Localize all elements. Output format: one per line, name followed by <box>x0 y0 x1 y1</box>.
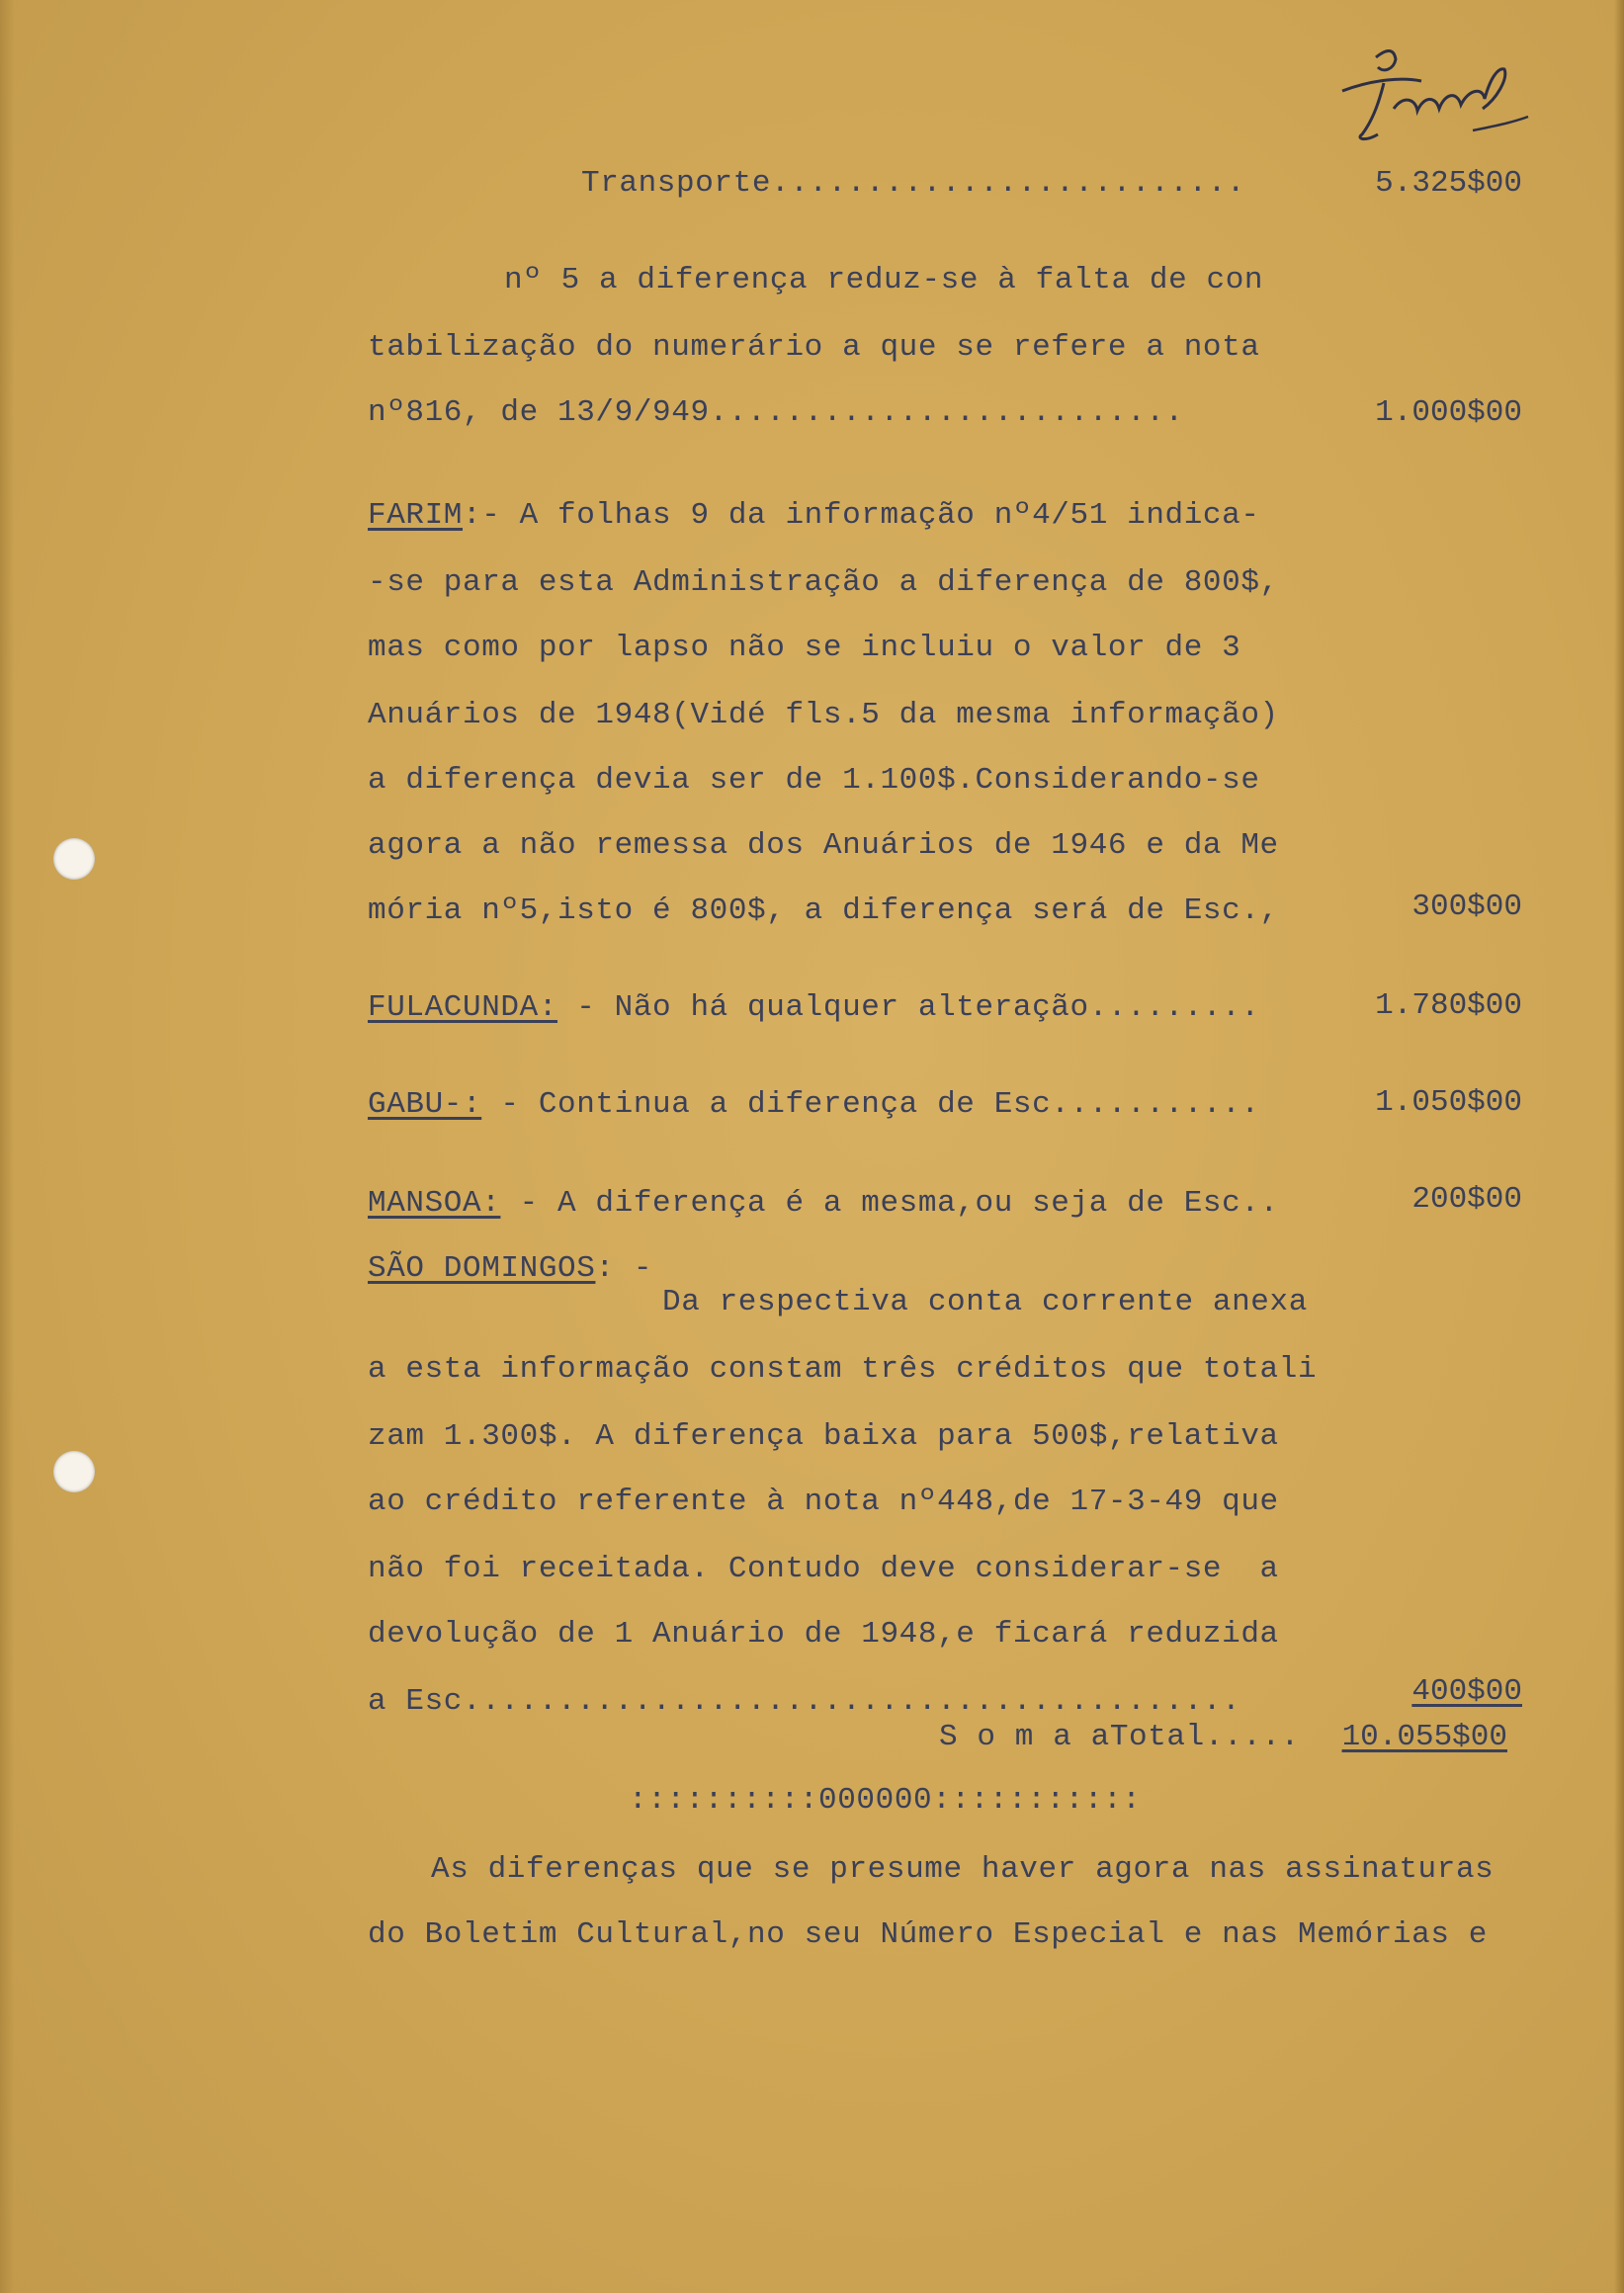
paper-edge-right <box>1614 0 1624 2293</box>
sao-domingos-line-6: devolução de 1 Anuário de 1948,e ficará reduzida <box>368 1617 1279 1652</box>
mansoa-line <box>368 1186 1279 1221</box>
closing-line-2: do Boletim Cultural,no seu Número Especial e nas Memórias e <box>368 1917 1488 1952</box>
transport-label: Transporte......................... <box>581 166 1246 201</box>
sao-domingos-line-2: a esta informação constam três créditos que totali <box>368 1352 1318 1387</box>
total-amount: 10.055$00 <box>1341 1720 1507 1754</box>
transport-amount: 5.325$00 <box>1375 166 1522 201</box>
mansoa-text: - A diferença é a mesma,ou seja de Esc.. <box>500 1186 1279 1221</box>
sao-domingos-line-3: zam 1.300$. A diferença baixa para 500$,relativa <box>368 1419 1279 1454</box>
farim-line-1 <box>368 498 1260 533</box>
sao-domingos-line-1: Da respectiva conta corrente anexa <box>662 1285 1308 1319</box>
separator-line: ::::::::::000000::::::::::: <box>629 1783 1142 1818</box>
gabu-line <box>368 1087 1260 1122</box>
para1-amount: 1.000$00 <box>1375 395 1522 430</box>
sao-domingos-label-rest: : - <box>595 1251 653 1286</box>
closing-line-1: As diferenças que se presume haver agora nas assinaturas <box>431 1852 1495 1887</box>
farim-line-3: mas como por lapso não se incluiu o valor de 3 <box>368 631 1241 665</box>
sao-domingos-line-4: ao crédito referente à nota nº448,de 17-3-49 que <box>368 1485 1279 1519</box>
paper-edge-left <box>0 0 14 2293</box>
farim-line-2: -se para esta Administração a diferença de 800$, <box>368 565 1279 600</box>
para1-line-2: tabilização do numerário a que se refere a nota <box>368 330 1260 365</box>
total-label: S o m a aTotal..... <box>939 1720 1300 1754</box>
mansoa-label: MANSOA: <box>368 1186 501 1221</box>
farim-line-7: mória nº5,isto é 800$, a diferença será de Esc., <box>368 893 1279 928</box>
sao-domingos-line-7: a Esc......................................... <box>368 1684 1241 1719</box>
fulacunda-line <box>368 990 1260 1025</box>
farim-amount: 300$00 <box>1411 890 1522 924</box>
sao-domingos-amount: 400$00 <box>1411 1674 1522 1709</box>
punch-hole-top <box>53 838 95 880</box>
para1-line-3: nº816, de 13/9/949......................... <box>368 395 1184 430</box>
handwritten-signature <box>1334 40 1532 148</box>
sao-domingos-label: SÃO DOMINGOS <box>368 1251 596 1286</box>
gabu-amount: 1.050$00 <box>1375 1085 1522 1120</box>
para1-line-1: nº 5 a diferença reduz-se à falta de con <box>504 263 1264 297</box>
gabu-text: - Continua a diferença de Esc........... <box>481 1087 1260 1122</box>
fulacunda-amount: 1.780$00 <box>1375 988 1522 1023</box>
farim-label: FARIM <box>368 498 464 533</box>
farim-line-6: agora a não remessa dos Anuários de 1946 e da Me <box>368 828 1279 863</box>
farim-line-1-text: :- A folhas 9 da informação nº4/51 indica- <box>463 498 1260 533</box>
gabu-label: GABU-: <box>368 1087 482 1122</box>
farim-line-5: a diferença devia ser de 1.100$.Considerando-se <box>368 763 1260 798</box>
sao-domingos-heading <box>368 1251 652 1286</box>
sao-domingos-line-5: não foi receitada. Contudo deve considerar-se a <box>368 1552 1279 1586</box>
mansoa-amount: 200$00 <box>1411 1182 1522 1217</box>
farim-line-4: Anuários de 1948(Vidé fls.5 da mesma informação) <box>368 698 1279 732</box>
fulacunda-label: FULACUNDA: <box>368 990 558 1025</box>
fulacunda-text: - Não há qualquer alteração......... <box>557 990 1260 1025</box>
punch-hole-bottom <box>53 1451 95 1492</box>
